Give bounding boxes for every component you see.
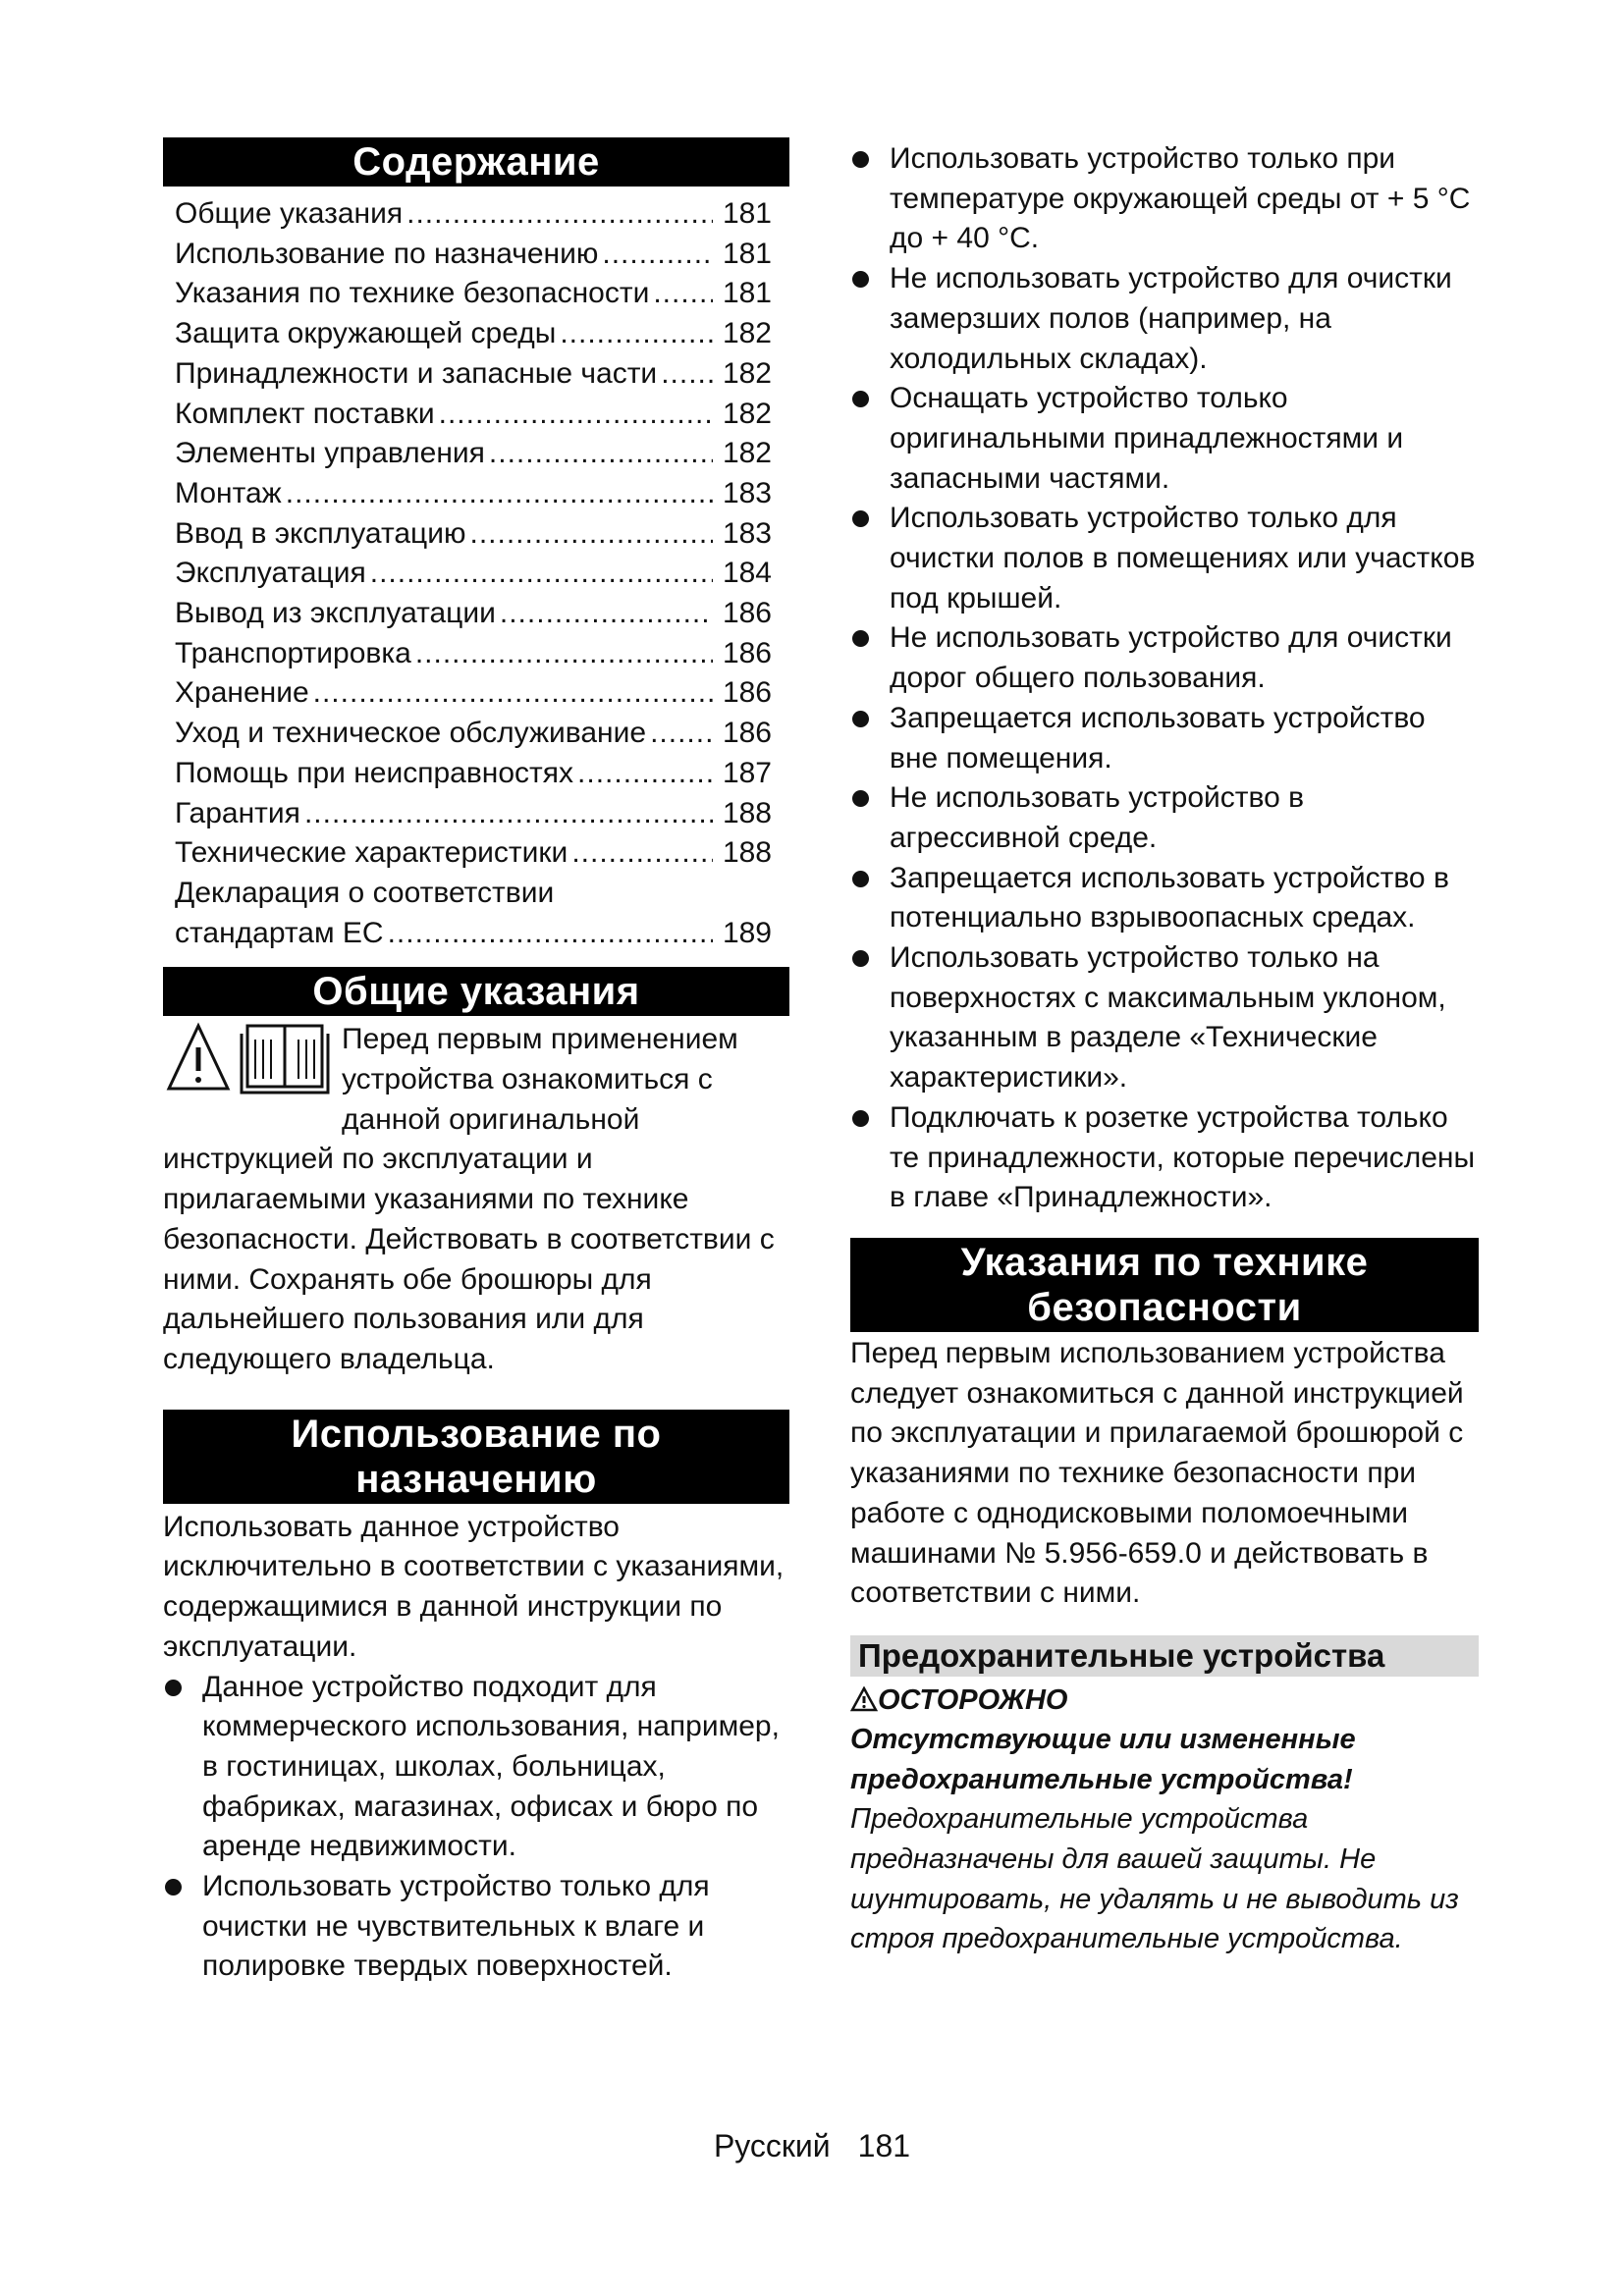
toc-entry-title: Вывод из эксплуатации	[175, 597, 496, 630]
list-item: Данное устройство подходит для коммерческого использования, например, в гостиницах, школах, больницах, фабриках, магазинах, офисах и бюро по аренде недвижимости.	[163, 1668, 789, 1868]
toc-entry-title: Ввод в эксплуатацию	[175, 516, 466, 550]
toc-entry-title: Защита окружающей среды	[175, 317, 557, 350]
toc-entry[interactable]	[175, 794, 772, 834]
safety-devices-subheading: Предохранительные устройства	[850, 1635, 1479, 1677]
toc-entry-title: Использование по назначению	[175, 237, 599, 270]
toc-entry-page: 188	[722, 836, 772, 870]
toc-entry[interactable]	[175, 354, 772, 395]
toc-entry[interactable]	[175, 673, 772, 714]
toc-entry-page: 183	[722, 516, 772, 550]
toc-entry-page: 186	[722, 717, 772, 750]
toc-entry-title: Принадлежности и запасные части	[175, 356, 658, 390]
page-number: 181	[857, 2128, 911, 2163]
toc-entry-title: Помощь при неисправностях	[175, 756, 574, 789]
toc-entry-page: 186	[722, 676, 772, 710]
toc-entry[interactable]	[175, 914, 772, 954]
intended-use-heading	[163, 1410, 789, 1504]
toc-entry[interactable]	[175, 434, 772, 474]
toc-entry-title: Комплект поставки	[175, 397, 435, 430]
toc-entry-title: Хранение	[175, 676, 309, 710]
list-item: Использовать устройство только на поверхностях с максимальным уклоном, указанным в разделе «Технические характеристики».	[850, 938, 1479, 1098]
toc-entry-title: Монтаж	[175, 476, 282, 509]
list-item: Не использовать устройство для очистки дорог общего пользования.	[850, 618, 1479, 698]
list-item: Запрещается использовать устройство в потенциально взрывоопасных средах.	[850, 859, 1479, 938]
toc-entry[interactable]	[175, 594, 772, 634]
table-of-contents	[175, 194, 772, 953]
right-column	[850, 139, 1479, 1959]
general-intro-text: Перед первым применением устройства ознакомиться с данной оригинальной инструкцией по эксплуатации и прилагаемыми указаниями по технике безопасности. Действовать в соответствии с ними. Сохранять обе брошюры для дальнейшего пользования или для следующего владельца.	[163, 1023, 775, 1375]
toc-entry[interactable]	[175, 554, 772, 594]
general-title: Общие указания	[312, 970, 640, 1014]
toc-entry-title: Гарантия	[175, 796, 300, 829]
toc-entry[interactable]	[175, 314, 772, 354]
toc-entry-page: 186	[722, 636, 772, 669]
intended-use-title-line1: Использование по	[291, 1412, 662, 1456]
general-heading	[163, 967, 789, 1016]
toc-entry-page: 181	[722, 277, 772, 310]
toc-entry[interactable]	[175, 714, 772, 754]
left-column	[163, 137, 789, 1987]
list-item: Подключать к розетке устройства только те принадлежности, которые перечислены в главе «Принадлежности».	[850, 1098, 1479, 1218]
toc-heading	[163, 137, 789, 187]
safety-heading	[850, 1238, 1479, 1332]
intended-use-list-left	[163, 1668, 789, 1988]
toc-entry-page: 181	[722, 237, 772, 270]
warning-label-text: ОСТОРОЖНО	[878, 1683, 1068, 1716]
general-intro-block	[163, 1020, 789, 1379]
list-item: Запрещается использовать устройство вне помещения.	[850, 699, 1479, 778]
toc-entry-title: Общие указания	[175, 197, 404, 230]
manual-book-icon	[242, 1026, 328, 1093]
list-item: Не использовать устройство в агрессивной среде.	[850, 778, 1479, 858]
safety-title-line1: Указания по технике	[960, 1240, 1369, 1284]
toc-entry-page: 189	[722, 916, 772, 949]
toc-entry-page: 182	[722, 437, 772, 470]
toc-entry-title: Технические характеристики	[175, 836, 568, 870]
toc-entry-page: 182	[722, 317, 772, 350]
toc-entry[interactable]	[175, 235, 772, 275]
toc-entry-page: 183	[722, 476, 772, 509]
toc-entry-title: Элементы управления	[175, 437, 485, 470]
safety-intro: Перед первым использованием устройства следует ознакомиться с данной инструкцией по эксплуатации и прилагаемой брошюрой с указаниями по технике безопасности при работе с однодисковыми поломоечными машинами № 5.956-659.0 и действовать в соответствии с ними.	[850, 1336, 1464, 1610]
toc-entry-page: 186	[722, 597, 772, 630]
toc-entry-page: 182	[722, 397, 772, 430]
toc-entry-page: 182	[722, 356, 772, 390]
toc-entry-title: Указания по технике безопасности	[175, 277, 650, 310]
toc-entry[interactable]	[175, 474, 772, 514]
warning-triangle-icon	[163, 1020, 336, 1100]
toc-entry[interactable]	[175, 634, 772, 674]
list-item: Использовать устройство только при температуре окружающей среды от + 5 °С до + 40 °С.	[850, 139, 1479, 259]
page-footer	[0, 2128, 1624, 2164]
toc-entry[interactable]	[175, 514, 772, 555]
icon-group	[163, 1020, 336, 1100]
toc-entry-page: 184	[722, 557, 772, 590]
list-item: Оснащать устройство только оригинальными принадлежностями и запасными частями.	[850, 379, 1479, 499]
toc-entry[interactable]	[175, 274, 772, 314]
toc-entry-declaration-line1[interactable]	[175, 874, 772, 914]
toc-entry-page: 188	[722, 796, 772, 829]
warning-text: Предохранительные устройства предназначены для вашей защиты. Не шунтировать, не удалять и не выводить из строя предохранительные устройства.	[850, 1803, 1459, 1955]
intended-use-list-right	[850, 139, 1479, 1218]
intended-use-intro: Использовать данное устройство исключительно в соответствии с указаниями, содержащимися в данной инструкции по эксплуатации.	[163, 1510, 785, 1663]
footer-language: Русский	[713, 2128, 831, 2163]
toc-entry-page: 187	[722, 756, 772, 789]
toc-entry-title: Транспортировка	[175, 636, 411, 669]
list-item: Использовать устройство только для очистки не чувствительных к влаге и полировке твердых поверхностей.	[163, 1867, 789, 1987]
warning-bold-text: Отсутствующие или измененные предохранительные устройства!	[850, 1723, 1356, 1795]
safety-title-line2: безопасности	[1027, 1285, 1302, 1329]
toc-entry[interactable]	[175, 194, 772, 235]
toc-entry-page: 181	[722, 197, 772, 230]
list-item: Использовать устройство только для очистки полов в помещениях или участков под крышей.	[850, 499, 1479, 618]
warning-icon	[850, 1686, 878, 1712]
toc-entry-title: Уход и техническое обслуживание	[175, 717, 647, 750]
list-item: Не использовать устройство для очистки замерзших полов (например, на холодильных складах).	[850, 259, 1479, 379]
toc-entry[interactable]	[175, 754, 772, 794]
toc-entry-title: Эксплуатация	[175, 557, 366, 590]
intended-use-title-line2: назначению	[355, 1457, 597, 1501]
toc-title: Содержание	[352, 140, 600, 184]
toc-entry-title: Декларация о соответствии	[175, 876, 555, 909]
toc-entry-title: стандартам ЕС	[175, 916, 384, 949]
toc-entry[interactable]	[175, 395, 772, 435]
toc-entry[interactable]	[175, 833, 772, 874]
warning-label	[850, 1681, 1479, 1720]
